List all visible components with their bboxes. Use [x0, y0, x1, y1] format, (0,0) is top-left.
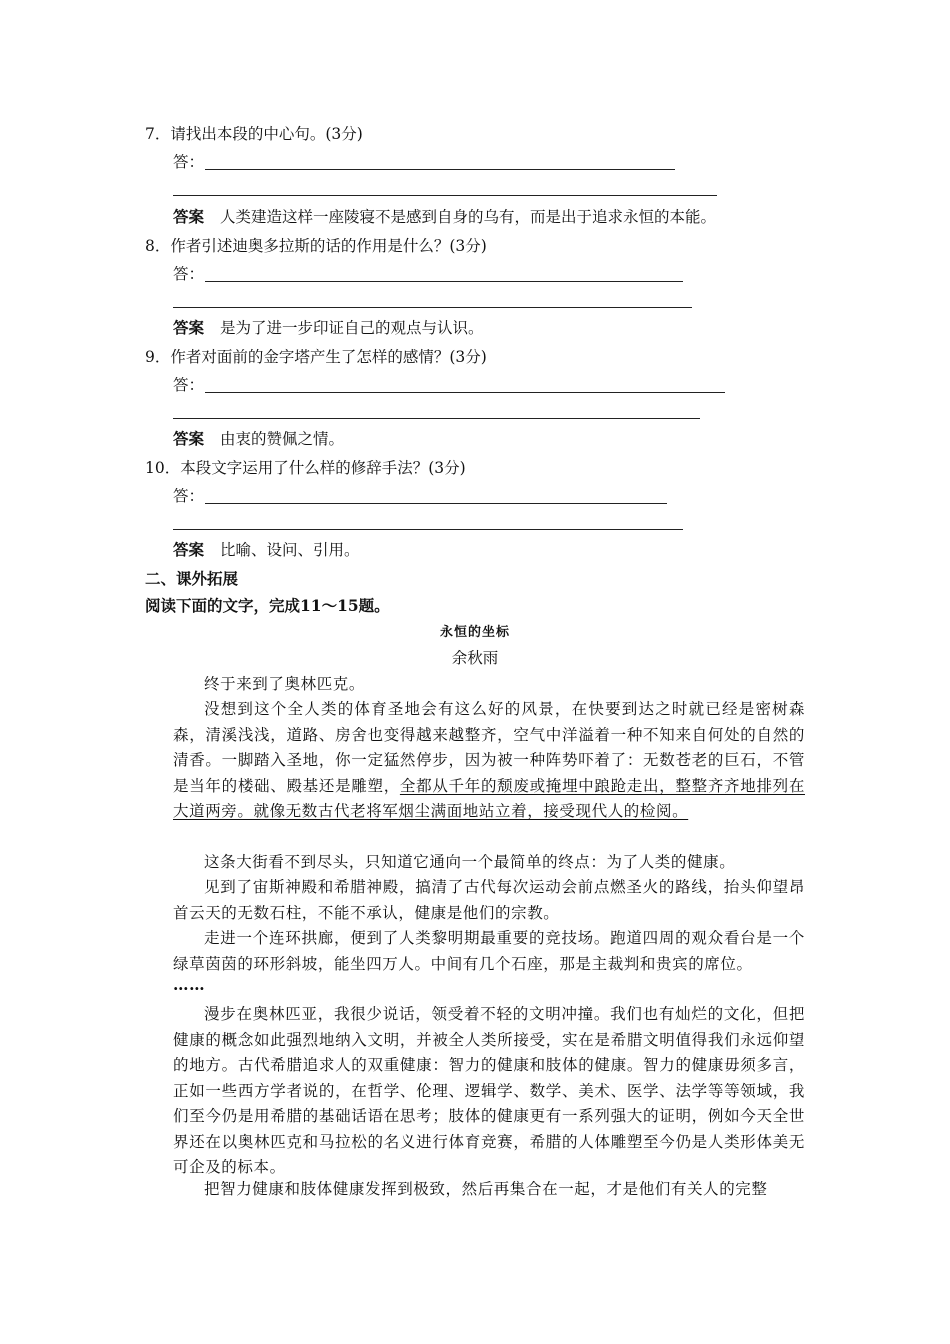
answer-prompt: 答： — [173, 487, 205, 505]
question-text: 作者引述迪奥多拉斯的话的作用是什么？(3分) — [170, 237, 487, 255]
answer-blank-line[interactable] — [173, 418, 700, 419]
answer-key — [173, 207, 716, 227]
question-8 — [145, 236, 487, 256]
section-heading: 二、课外拓展 — [145, 569, 239, 588]
answer-key-label: 答案 — [173, 318, 205, 337]
article-paragraph — [173, 697, 805, 825]
question-text: 本段文字运用了什么样的修辞手法？(3分) — [180, 459, 466, 477]
article-paragraph: 走进一个连环拱廊，便到了人类黎明期最重要的竞技场。跑道四周的观众看台是一个绿草茵茵的环形斜坡，能坐四万人。中间有几个石座，那是主裁判和贵宾的席位。 — [173, 929, 805, 973]
article-title: 永恒的坐标 — [439, 625, 510, 640]
question-text: 作者对面前的金字塔产生了怎样的感情？(3分) — [170, 348, 487, 366]
question-number: 9． — [145, 348, 171, 366]
answer-prompt: 答： — [173, 153, 205, 171]
answer-key-label: 答案 — [173, 540, 205, 559]
article-paragraph: 把智力健康和肢体健康发挥到极致，然后再集合在一起，才是他们有关人的完整 — [204, 1180, 768, 1198]
answer-blank-line[interactable] — [205, 281, 683, 282]
article-paragraph: 这条大街看不到尽头，只知道它通向一个最简单的终点：为了人类的健康。 — [204, 853, 736, 871]
answer-blank-line[interactable] — [173, 307, 692, 308]
answer-key-text: 人类建造这样一座陵寝不是感到自身的乌有，而是出于追求永恒的本能。 — [220, 208, 717, 226]
answer-blank-line[interactable] — [173, 529, 683, 530]
article-paragraph: 终于来到了奥林匹克。 — [204, 675, 366, 693]
answer-key-text: 是为了进一步印证自己的观点与认识。 — [220, 319, 484, 337]
question-number: 7． — [145, 125, 171, 143]
answer-key-text: 由衷的赞佩之情。 — [220, 430, 345, 448]
answer-key — [173, 318, 484, 338]
answer-key-text: 比喻、设问、引用。 — [220, 541, 360, 559]
answer-key-label: 答案 — [173, 207, 205, 226]
question-number: 10． — [145, 459, 181, 477]
answer-blank-line[interactable] — [205, 169, 675, 170]
answer-key — [173, 429, 344, 449]
question-10 — [145, 458, 466, 478]
answer-blank-line[interactable] — [173, 195, 717, 196]
answer-key — [173, 540, 360, 560]
ellipsis: …… — [173, 975, 206, 994]
answer-blank-line[interactable] — [205, 392, 725, 393]
question-number: 8． — [145, 237, 171, 255]
question-7 — [145, 124, 363, 144]
question-text: 请找出本段的中心句。(3分) — [170, 125, 363, 143]
answer-key-label: 答案 — [173, 429, 205, 448]
answer-prompt: 答： — [173, 376, 205, 394]
answer-prompt: 答： — [173, 265, 205, 283]
question-9 — [145, 347, 487, 367]
underlined-sentence: 全都从千年的颓废或掩埋中踉跄走出，整整齐齐地排列在大道两旁。就像无数古代老将军烟尘满面地站立着，接受现代人的检阅。 — [173, 776, 805, 820]
answer-blank-line[interactable] — [205, 503, 667, 504]
article-author: 余秋雨 — [451, 649, 499, 667]
article-paragraph: 见到了宙斯神殿和希腊神殿，搞清了古代每次运动会前点燃圣火的路线，抬头仰望昂首云天的无数石柱，不能不承认，健康是他们的宗教。 — [173, 878, 805, 922]
article-paragraph: 漫步在奥林匹亚，我很少说话，领受着不轻的文明冲撞。我们也有灿烂的文化，但把健康的概念如此强烈地纳入文明，并被全人类所接受，实在是希腊文明值得我们永远仰望的地方。古代希腊追求人的双重健康：智力的健康和肢体的健康。智力的健康毋须多言，正如一些西方学者说的，在哲学、伦理、逻辑学、数学、美术、医学、法学等等领域，我们至今仍是用希腊的基础话语在思考；肢体的健康更有一系列强大的证明，例如今天全世界还在以奥林匹克和马拉松的名义进行体育竞赛，希腊的人体雕塑至今仍是人类形体美无可企及的标本。 — [173, 1005, 805, 1176]
paragraph-text: 没想到这个全人类的体育圣地会有这么好的风景，在快要到达之时就已经是密树森森，清溪浅浅，道路、房舍也变得越来越整齐，空气中洋溢着一种不知来自何处的自然的清香。一脚踏入圣地，你一定猛然停步，因为被一种阵势吓着了：无数苍老的巨石，不管是当年的楼础、殿基还是雕塑， — [173, 700, 805, 795]
section-instruction: 阅读下面的文字，完成11～15题。 — [145, 596, 390, 615]
